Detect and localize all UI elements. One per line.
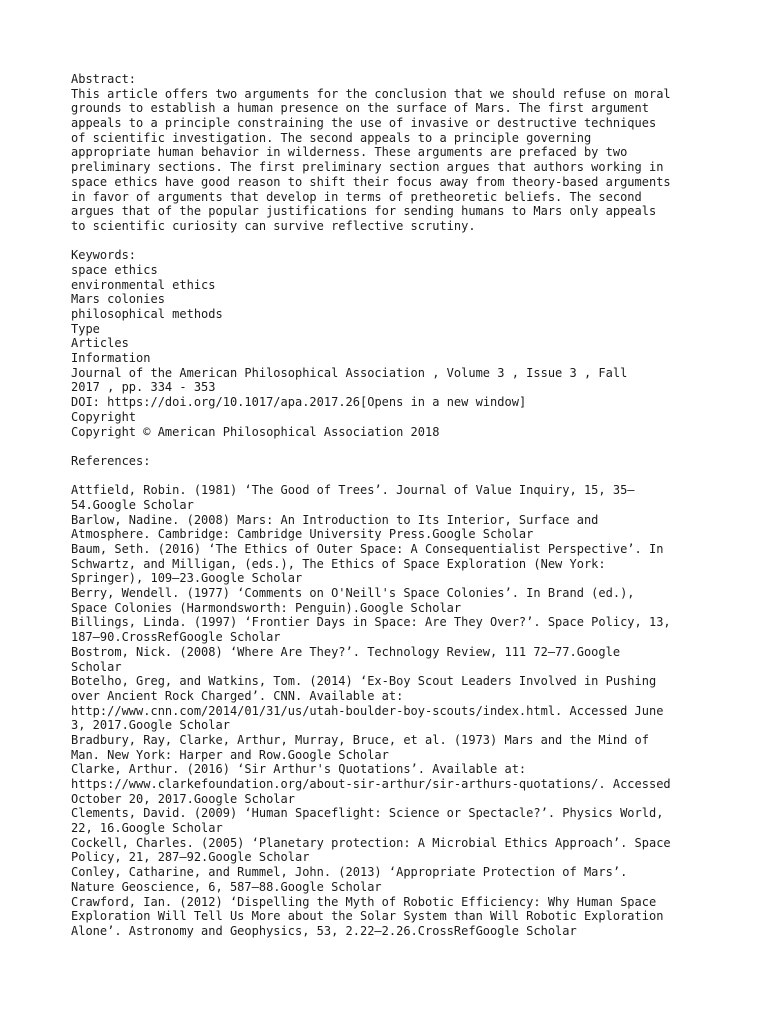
reference-item [71, 806, 731, 835]
reference-line: Baum, Seth. (2016) ‘The Ethics of Outer Space: A Consequentialist Perspective’. In [71, 542, 664, 556]
reference-line: Nature Geoscience, 6, 587–88.Google Scholar [71, 879, 382, 894]
reference-line: 54.Google Scholar [71, 497, 194, 512]
reference-item [71, 836, 731, 865]
spacer [71, 439, 731, 454]
reference-line: Scholar [71, 659, 122, 674]
journal-line: 2017 , pp. 334 - 353 [71, 380, 216, 395]
abstract-line: preliminary sections. The first preliminary section argues that authors working in [71, 160, 664, 175]
abstract-line: appropriate human behavior in wilderness. These arguments are prefaced by two [71, 145, 628, 160]
reference-line: Cockell, Charles. (2005) ‘Planetary protection: A Microbial Ethics Approach’. Space [71, 835, 671, 850]
reference-line: Barlow, Nadine. (2008) Mars: An Introduction to Its Interior, Surface and [71, 512, 599, 527]
copyright-heading: Copyright [71, 409, 137, 424]
abstract-line: in favor of arguments that develop in terms of pretheoretic beliefs. The second [71, 189, 642, 204]
journal-line: Journal of the American Philosophical Association , Volume 3 , Issue 3 , Fall [71, 365, 628, 380]
copyright-section [71, 410, 731, 439]
reference-item [71, 645, 731, 674]
journal-citation [71, 366, 731, 395]
doi-link[interactable]: https://doi.org/10.1017/apa.2017.26 [107, 395, 360, 410]
references-section [71, 454, 731, 939]
information-heading: Information [71, 351, 151, 366]
reference-line: Billings, Linda. (1997) ‘Frontier Days in Space: Are They Over?’. Space Policy, 13, [71, 615, 671, 630]
reference-line: https://www.clarkefoundation.org/about-sir-arthur/sir-arthurs-quotations/. Accessed [71, 777, 671, 791]
abstract-line: appeals to a principle constraining the use of invasive or destructive techniques [71, 116, 657, 131]
spacer [71, 469, 731, 484]
spacer [71, 234, 731, 249]
reference-item [71, 865, 731, 894]
information-section [71, 351, 731, 410]
reference-line: Exploration Will Tell Us More about the Solar System than Will Robotic Exploration [71, 909, 664, 924]
abstract-line: argues that of the popular justifications for sending humans to Mars only appeals [71, 204, 657, 219]
reference-line: Policy, 21, 287–92.Google Scholar [71, 850, 310, 865]
type-section [71, 322, 731, 351]
type-heading: Type [71, 321, 100, 336]
reference-list [71, 483, 731, 938]
reference-item [71, 483, 731, 512]
doi-line [71, 395, 731, 410]
doi-prefix: DOI: [71, 395, 108, 410]
keyword-item: environmental ethics [71, 277, 216, 292]
reference-line: Clarke, Arthur. (2016) ‘Sir Arthur's Quotations’. Available at: [71, 762, 527, 777]
copyright-value: Copyright © American Philosophical Association 2018 [71, 424, 440, 439]
keywords-section [71, 248, 731, 321]
reference-line: Bradbury, Ray, Clarke, Arthur, Murray, Bruce, et al. (1973) Mars and the Mind of [71, 732, 649, 747]
reference-line: over Ancient Rock Charged’. CNN. Available at: [71, 688, 404, 703]
reference-line: Space Colonies (Harmondsworth: Penguin).Google Scholar [71, 600, 462, 615]
abstract-line: of scientific investigation. The second appeals to a principle governing [71, 130, 592, 145]
reference-line: Crawford, Ian. (2012) ‘Dispelling the Myth of Robotic Efficiency: Why Human Space [71, 894, 657, 909]
keyword-list [71, 263, 731, 322]
abstract-line: to scientific curiosity can survive reflective scrutiny. [71, 218, 476, 233]
abstract-text [71, 87, 731, 234]
reference-line: Schwartz, and Milligan, (eds.), The Ethics of Space Exploration (New York: [71, 556, 606, 571]
keyword-item: space ethics [71, 262, 158, 277]
reference-item [71, 586, 731, 615]
reference-line: Berry, Wendell. (1977) ‘Comments on O'Neill's Space Colonies’. In Brand (ed.), [71, 586, 635, 601]
reference-item [71, 513, 731, 542]
reference-line: 22, 16.Google Scholar [71, 821, 223, 836]
abstract-section [71, 72, 731, 234]
references-heading: References: [71, 453, 151, 468]
reference-line: Conley, Catharine, and Rummel, John. (2013) ‘Appropriate Protection of Mars’. [71, 865, 628, 880]
reference-line: Man. New York: Harper and Row.Google Scholar [71, 747, 389, 762]
reference-line: http://www.cnn.com/2014/01/31/us/utah-boulder-boy-scouts/index.html. Accessed June [71, 703, 664, 718]
keyword-item: Mars colonies [71, 292, 165, 307]
abstract-line: This article offers two arguments for the conclusion that we should refuse on moral [71, 86, 671, 101]
doi-new-window-note: [Opens in a new window] [360, 395, 527, 410]
reference-item [71, 542, 731, 586]
reference-line: Clements, David. (2009) ‘Human Spaceflight: Science or Spectacle?’. Physics World, [71, 806, 664, 821]
reference-line: Bostrom, Nick. (2008) ‘Where Are They?’. Technology Review, 111 72–77.Google [71, 644, 621, 659]
reference-line: Atmosphere. Cambridge: Cambridge University Press.Google Scholar [71, 527, 534, 542]
abstract-line: space ethics have good reason to shift their focus away from theory-based arguments [71, 174, 671, 189]
reference-item [71, 895, 731, 939]
reference-line: 187–90.CrossRefGoogle Scholar [71, 630, 281, 645]
reference-item [71, 674, 731, 733]
abstract-line: grounds to establish a human presence on the surface of Mars. The first argument [71, 101, 649, 116]
abstract-heading: Abstract: [71, 72, 137, 86]
reference-line: October 20, 2017.Google Scholar [71, 791, 295, 806]
reference-line: Botelho, Greg, and Watkins, Tom. (2014) ‘Ex-Boy Scout Leaders Involved in Pushing [71, 674, 657, 689]
keyword-item: philosophical methods [71, 307, 223, 321]
keywords-heading: Keywords: [71, 248, 137, 263]
reference-line: Attfield, Robin. (1981) ‘The Good of Trees’. Journal of Value Inquiry, 15, 35– [71, 483, 635, 498]
reference-line: Alone’. Astronomy and Geophysics, 53, 2.22–2.26.CrossRefGoogle Scholar [71, 923, 577, 938]
reference-item [71, 762, 731, 806]
reference-item [71, 733, 731, 762]
reference-item [71, 615, 731, 644]
type-value: Articles [71, 336, 129, 351]
document-body [71, 72, 731, 939]
reference-line: 3, 2017.Google Scholar [71, 718, 230, 733]
reference-line: Springer), 109–23.Google Scholar [71, 571, 303, 586]
